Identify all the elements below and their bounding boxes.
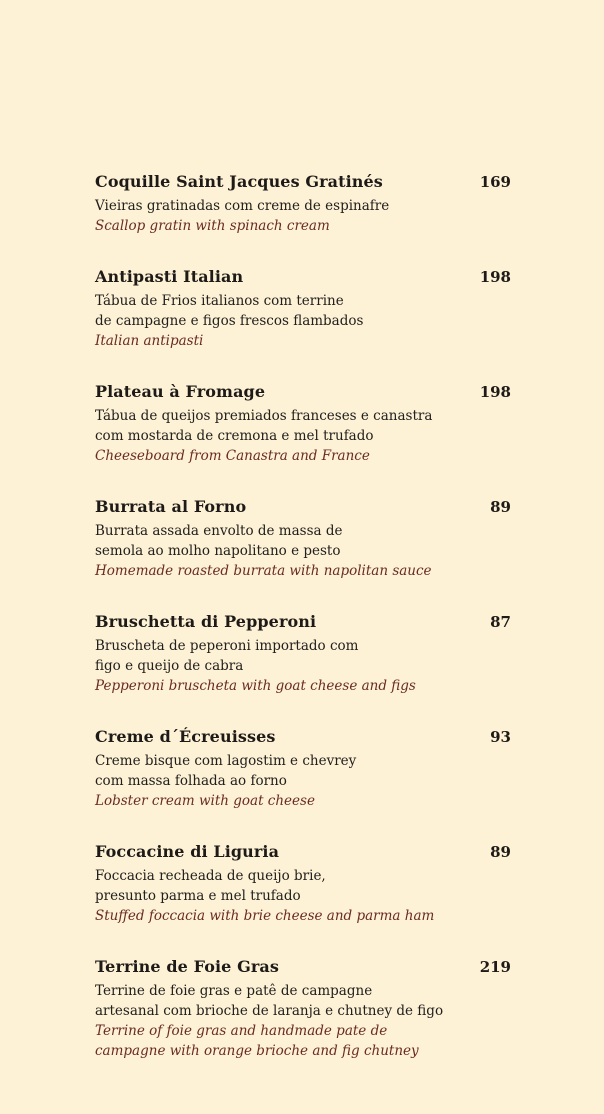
description-line: semola ao molho napolitano e pesto: [95, 543, 341, 559]
description-line: presunto parma e mel trufado: [95, 888, 301, 904]
menu-item: [95, 497, 511, 581]
menu-item: [95, 727, 511, 811]
menu-item-header: [95, 267, 511, 291]
description-line: Tábua de Frios italianos com terrine: [95, 293, 344, 309]
menu-item: [95, 842, 511, 926]
translation-line: Cheeseboard from Canastra and France: [95, 448, 370, 464]
description-line: Bruscheta de peperoni importado com: [95, 638, 359, 654]
description-line: figo e queijo de cabra: [95, 658, 244, 674]
item-price: 87: [490, 613, 511, 631]
item-translation: [95, 216, 511, 236]
translation-line: Scallop gratin with spinach cream: [95, 218, 330, 234]
item-translation: [95, 676, 511, 696]
translation-line: Terrine of foie gras and handmade pate de: [95, 1023, 388, 1039]
menu-item: [95, 612, 511, 696]
item-description: [95, 981, 511, 1021]
item-price: 198: [479, 268, 511, 286]
translation-line: Homemade roasted burrata with napolitan sauce: [95, 563, 432, 579]
item-name: Foccacine di Liguria: [95, 842, 280, 861]
description-line: com mostarda de cremona e mel trufado: [95, 428, 374, 444]
translation-line: Italian antipasti: [95, 333, 204, 349]
description-line: de campagne e figos frescos flambados: [95, 313, 364, 329]
item-translation: [95, 791, 511, 811]
item-name: Creme d´Écreuisses: [95, 727, 276, 746]
item-price: 219: [479, 958, 511, 976]
item-name: Antipasti Italian: [95, 267, 244, 286]
item-price: 89: [490, 498, 511, 516]
item-description: [95, 866, 511, 906]
translation-line: Pepperoni bruscheta with goat cheese and figs: [95, 678, 416, 694]
menu-item: [95, 267, 511, 351]
translation-line: Lobster cream with goat cheese: [95, 793, 315, 809]
menu-item-header: [95, 172, 511, 196]
item-description: [95, 291, 511, 331]
menu-list: [95, 172, 511, 1092]
item-description: [95, 406, 511, 446]
item-translation: [95, 561, 511, 581]
menu-item: [95, 957, 511, 1061]
item-description: [95, 521, 511, 561]
description-line: artesanal com brioche de laranja e chutney de figo: [95, 1003, 444, 1019]
description-line: Burrata assada envolto de massa de: [95, 523, 343, 539]
item-name: Burrata al Forno: [95, 497, 247, 516]
item-description: [95, 751, 511, 791]
item-name: Bruschetta di Pepperoni: [95, 612, 317, 631]
menu-item-header: [95, 727, 511, 751]
item-translation: [95, 906, 511, 926]
menu-item-header: [95, 382, 511, 406]
menu-item-header: [95, 612, 511, 636]
item-name: Coquille Saint Jacques Gratinés: [95, 172, 383, 191]
menu-item-header: [95, 842, 511, 866]
description-line: Vieiras gratinadas com creme de espinafre: [95, 198, 390, 214]
item-name: Terrine de Foie Gras: [95, 957, 279, 976]
item-translation: [95, 1021, 511, 1061]
item-price: 169: [479, 173, 511, 191]
item-price: 93: [490, 728, 511, 746]
menu-item: [95, 382, 511, 466]
item-price: 89: [490, 843, 511, 861]
item-translation: [95, 446, 511, 466]
menu-item-header: [95, 957, 511, 981]
translation-line: campagne with orange brioche and fig chutney: [95, 1043, 419, 1059]
item-translation: [95, 331, 511, 351]
description-line: Terrine de foie gras e patê de campagne: [95, 983, 373, 999]
description-line: com massa folhada ao forno: [95, 773, 287, 789]
item-description: [95, 196, 511, 216]
description-line: Creme bisque com lagostim e chevrey: [95, 753, 357, 769]
item-description: [95, 636, 511, 676]
item-price: 198: [479, 383, 511, 401]
menu-item: [95, 172, 511, 236]
translation-line: Stuffed foccacia with brie cheese and parma ham: [95, 908, 435, 924]
item-name: Plateau à Fromage: [95, 382, 266, 401]
description-line: Tábua de queijos premiados franceses e canastra: [95, 408, 433, 424]
description-line: Foccacia recheada de queijo brie,: [95, 868, 326, 884]
menu-item-header: [95, 497, 511, 521]
